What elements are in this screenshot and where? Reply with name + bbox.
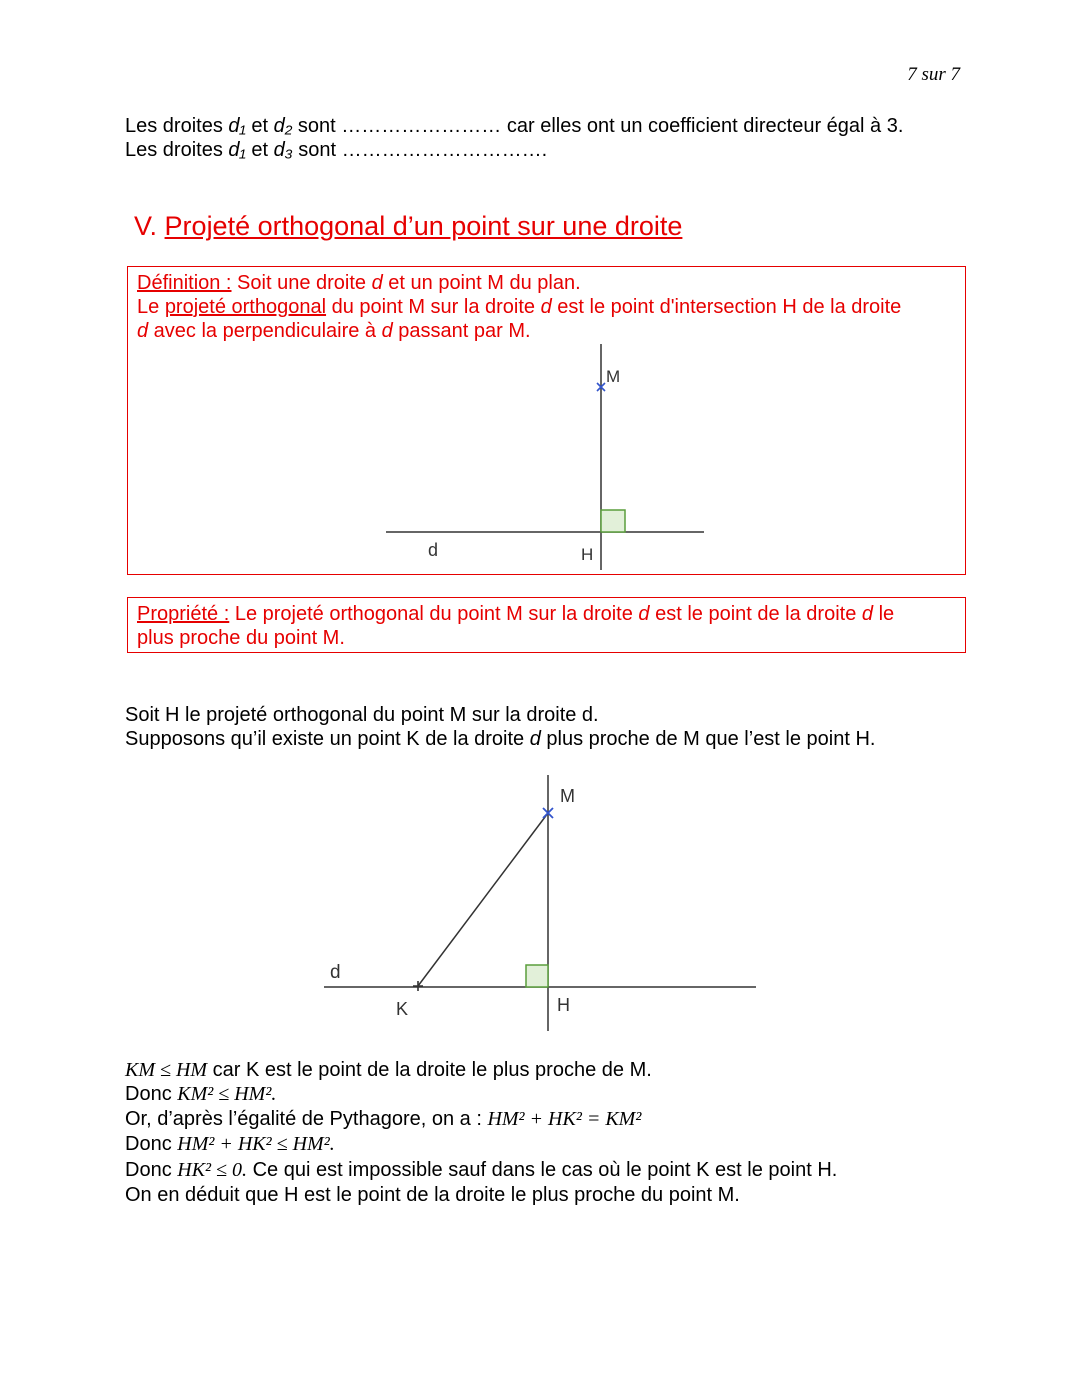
label-d: d — [428, 540, 439, 560]
segment-km — [418, 813, 548, 986]
proof-line-4: Donc HM² + HK² ≤ HM². — [125, 1133, 335, 1155]
label-k: K — [396, 999, 409, 1019]
definition-label: Définition : — [137, 272, 232, 294]
perpendicular-sentence: Les droites d₁ et d₃ sont …………………………. — [125, 139, 548, 161]
proof-line-3: Or, d’après l’égalité de Pythagore, on a : HM² + HK² = KM² — [125, 1108, 642, 1130]
property-label: Propriété : — [137, 603, 230, 625]
definition-line-1: Définition : Soit une droite d et un point M du plan. — [137, 272, 581, 294]
label-h-2: H — [557, 995, 570, 1015]
fill-blank-1: …………………… — [341, 115, 502, 137]
page-number: 7 sur 7 — [907, 64, 960, 85]
property-line-1: Propriété : Le projeté orthogonal du point M sur la droite d est le point de la droite d le — [137, 603, 895, 625]
proof-line-2: Donc KM² ≤ HM². — [125, 1083, 277, 1105]
right-angle-marker-2 — [526, 965, 548, 987]
proof-line-1: KM ≤ HM car K est le point de la droite le plus proche de M. — [125, 1059, 652, 1081]
definition-line-2: Le projeté orthogonal du point M sur la droite d est le point d'intersection H de la droite — [137, 296, 902, 318]
projete-orthogonal-term: projeté orthogonal — [164, 296, 327, 318]
label-h: H — [581, 545, 594, 564]
proof-intro-line-1: Soit H le projeté orthogonal du point M sur la droite d. — [125, 704, 599, 726]
label-d-2: d — [330, 962, 341, 983]
definition-line-3: d avec la perpendiculaire à d passant par M. — [137, 320, 531, 342]
section-number: V. — [134, 211, 165, 241]
property-line-2: plus proche du point M. — [137, 627, 345, 649]
section-heading: Projeté orthogonal d’un point sur une droite — [164, 211, 683, 241]
parallel-sentence: Les droites d₁ et d₂ sont …………………… car elles ont un coefficient directeur égal à 3. — [125, 115, 904, 137]
label-m: M — [606, 367, 621, 386]
label-m-2: M — [560, 786, 575, 806]
fill-blank-2: …………………………. — [341, 139, 548, 161]
proof-line-5: Donc HK² ≤ 0. Ce qui est impossible sauf dans le cas où le point K est le point H. — [125, 1159, 838, 1181]
proof-intro-line-2: Supposons qu’il existe un point K de la droite d plus proche de M que l’est le point H. — [125, 728, 876, 750]
proof-line-6: On en déduit que H est le point de la droite le plus proche du point M. — [125, 1184, 740, 1206]
